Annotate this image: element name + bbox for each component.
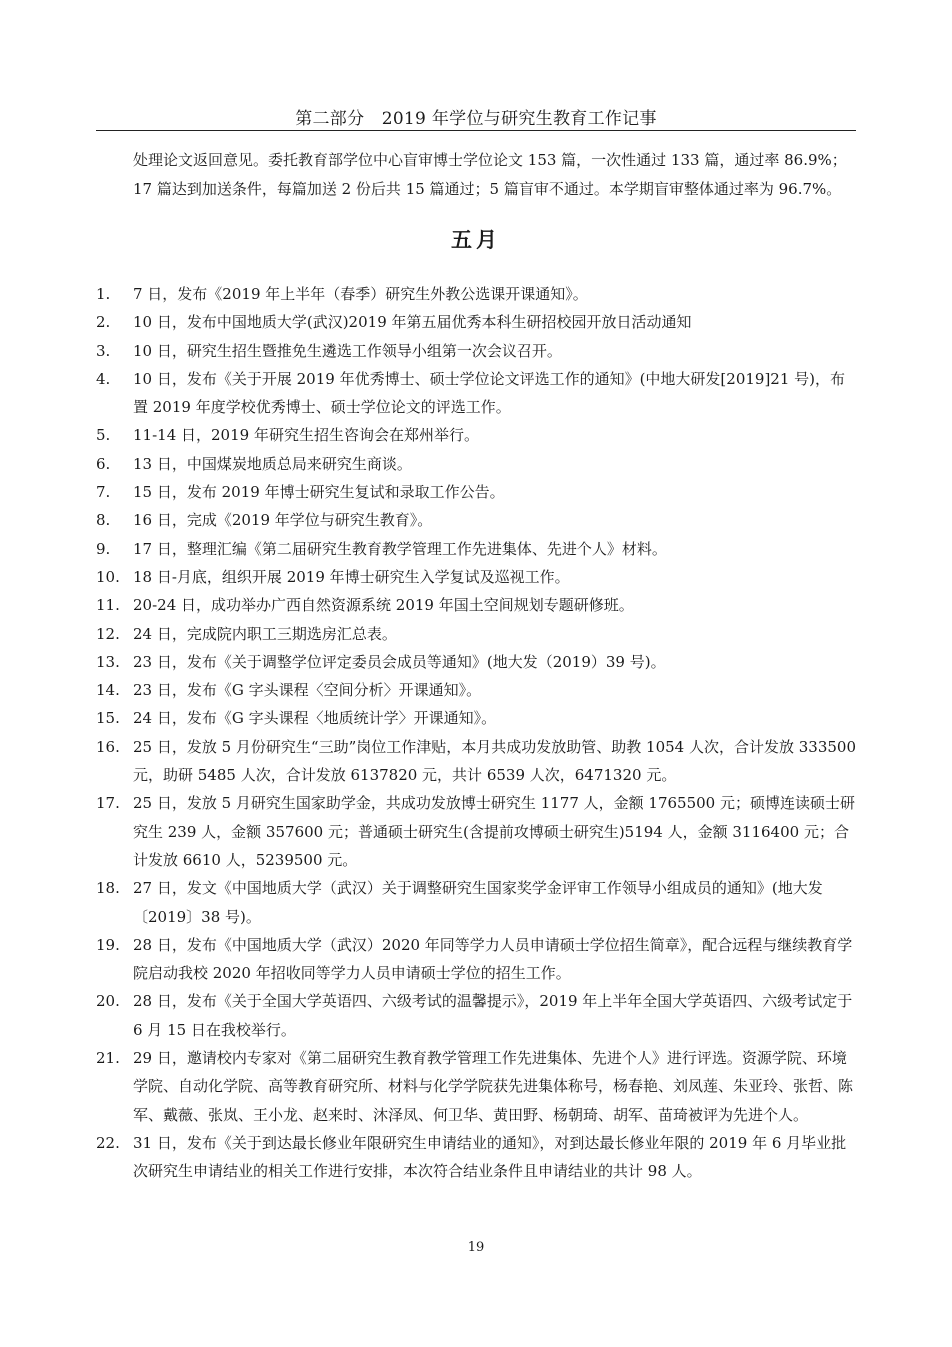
list-item xyxy=(96,337,858,365)
list-item xyxy=(96,365,858,422)
item-text: 20-24 日，成功举办广西自然资源系统 2019 年国土空间规划专题研修班。 xyxy=(133,596,634,615)
item-number: 13. xyxy=(96,652,120,671)
header-rule xyxy=(96,130,856,131)
item-number: 3. xyxy=(96,341,111,360)
item-text: 24 日，发布《G 字头课程〈地质统计学〉开课通知》。 xyxy=(133,709,497,728)
item-text: 28 日，发布《中国地质大学（武汉）2020 年同等学力人员申请硕士学位招生简章》，配合远程与继续教育学院启动我校 2020 年招收同等学力人员申请硕士学位的招生工作。 xyxy=(133,935,853,983)
item-text: 16 日，完成《2019 年学位与研究生教育》。 xyxy=(133,511,433,530)
list-item xyxy=(96,931,858,988)
list-item xyxy=(96,450,858,478)
list-item xyxy=(96,280,858,308)
item-number: 8. xyxy=(96,511,111,530)
list-item xyxy=(96,789,858,874)
event-list xyxy=(96,280,858,1186)
list-item xyxy=(96,704,858,732)
item-number: 15. xyxy=(96,709,120,728)
list-item xyxy=(96,733,858,790)
item-number: 6. xyxy=(96,454,111,473)
intro-line: 处理论文返回意见。委托教育部学位中心盲审博士学位论文 153 篇，一次性通过 133 篇，通过率 86.9%； xyxy=(133,151,847,169)
item-text: 29 日，邀请校内专家对《第二届研究生教育教学管理工作先进集体、先进个人》进行评选。资源学院、环境学院、自动化学院、高等教育研究所、材料与化学学院获先进集体称号，杨春艳、刘凤莲、朱亚玲、张哲、陈军、戴薇、张岚、王小龙、赵来时、沐泽凤、何卫华、黄田野、杨朝琦、胡军、苗琦被评为先进个人。 xyxy=(133,1049,854,1124)
list-item xyxy=(96,563,858,591)
item-number: 12. xyxy=(96,624,120,643)
intro-paragraph xyxy=(133,146,857,204)
section-title: 五月 xyxy=(451,227,501,252)
list-item xyxy=(96,535,858,563)
list-item xyxy=(96,591,858,619)
list-item xyxy=(96,421,858,449)
item-text: 25 日，发放 5 月份研究生“三助”岗位工作津贴，本月共成功发放助管、助教 1054 人次，合计发放 333500 元，助研 5485 人次，合计发放 6137820 元，共计 6539 人次，6471320 元。 xyxy=(133,737,857,785)
list-item xyxy=(96,676,858,704)
list-item xyxy=(96,987,858,1044)
item-number: 21. xyxy=(96,1049,120,1068)
item-text: 10 日，发布中国地质大学(武汉)2019 年第五届优秀本科生研招校园开放日活动通知 xyxy=(133,313,692,332)
list-item xyxy=(96,648,858,676)
page-number: 19 xyxy=(467,1240,485,1255)
item-text: 28 日，发布《关于全国大学英语四、六级考试的温馨提示》，2019 年上半年全国大学英语四、六级考试定于 6 月 15 日在我校举行。 xyxy=(133,992,853,1039)
list-item xyxy=(96,874,858,931)
list-item xyxy=(96,308,858,336)
item-number: 18. xyxy=(96,879,120,898)
item-number: 16. xyxy=(96,737,120,756)
item-text: 15 日，发布 2019 年博士研究生复试和录取工作公告。 xyxy=(133,483,505,502)
list-item xyxy=(96,1129,858,1186)
item-text: 25 日，发放 5 月研究生国家助学金，共成功发放博士研究生 1177 人，金额 1765500 元；硕博连读硕士研究生 239 人，金额 357600 元；普通硕士研究生(含提前攻博硕士研究生)5194 人，金额 3116400 元；合计发放 6610 人，5239500 元。 xyxy=(133,794,855,869)
item-number: 10. xyxy=(96,567,120,586)
item-text: 17 日，整理汇编《第二届研究生教育教学管理工作先进集体、先进个人》材料。 xyxy=(133,539,667,558)
item-number: 14. xyxy=(96,681,120,700)
item-number: 19. xyxy=(96,935,120,954)
item-number: 4. xyxy=(96,369,111,388)
item-text: 31 日，发布《关于到达最长修业年限研究生申请结业的通知》，对到达最长修业年限的 2019 年 6 月毕业批次研究生申请结业的相关工作进行安排，本次符合结业条件且申请结业的共计 98 人。 xyxy=(133,1133,847,1181)
item-number: 22. xyxy=(96,1133,120,1152)
item-number: 1. xyxy=(96,285,111,303)
item-text: 27 日，发文《中国地质大学（武汉）关于调整研究生国家奖学金评审工作领导小组成员的通知》(地大发〔2019〕38 号)。 xyxy=(133,879,823,926)
item-text: 23 日，发布《G 字头课程〈空间分析〉开课通知》。 xyxy=(133,681,482,700)
list-item xyxy=(96,620,858,648)
item-number: 20. xyxy=(96,992,120,1011)
item-number: 5. xyxy=(96,426,111,445)
item-text: 7 日，发布《2019 年上半年（春季）研究生外教公选课开课通知》。 xyxy=(133,285,588,303)
list-item xyxy=(96,478,858,506)
item-number: 11. xyxy=(96,596,120,615)
item-number: 2. xyxy=(96,313,111,332)
item-text: 10 日，发布《关于开展 2019 年优秀博士、硕士学位论文评选工作的通知》(中地大研发[2019]21 号)，布置 2019 年度学校优秀博士、硕士学位论文的评选工作。 xyxy=(133,369,846,417)
item-number: 17. xyxy=(96,794,120,813)
item-text: 10 日，研究生招生暨推免生遴选工作领导小组第一次会议召开。 xyxy=(133,341,562,360)
item-text: 24 日，完成院内职工三期选房汇总表。 xyxy=(133,624,397,643)
running-header: 第二部分 2019 年学位与研究生教育工作记事 xyxy=(295,109,657,129)
item-text: 11-14 日，2019 年研究生招生咨询会在郑州举行。 xyxy=(133,426,479,445)
item-number: 9. xyxy=(96,539,111,558)
item-text: 13 日，中国煤炭地质总局来研究生商谈。 xyxy=(133,454,412,473)
item-number: 7. xyxy=(96,483,111,502)
item-text: 23 日，发布《关于调整学位评定委员会成员等通知》(地大发（2019）39 号)。 xyxy=(133,652,666,671)
intro-line: 17 篇达到加送条件，每篇加送 2 份后共 15 篇通过；5 篇盲审不通过。本学期盲审整体通过率为 96.7%。 xyxy=(133,180,842,198)
list-item xyxy=(96,1044,858,1129)
item-text: 18 日-月底，组织开展 2019 年博士研究生入学复试及巡视工作。 xyxy=(133,567,570,586)
list-item xyxy=(96,506,858,534)
